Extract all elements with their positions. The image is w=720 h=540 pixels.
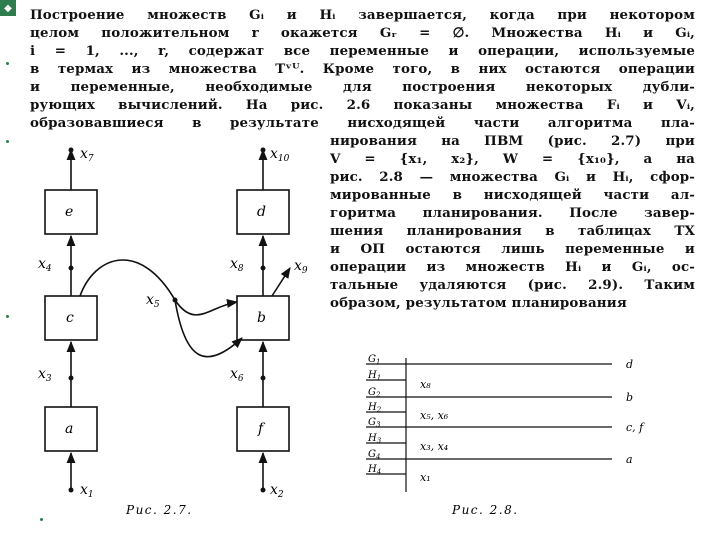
level-label-h2: H2: [368, 402, 382, 414]
text-line-6: рующих вычислений. На рис. 2.6 показаны множества Fᵢ и Vᵢ,: [30, 97, 695, 113]
var-label-x6: x6: [230, 366, 244, 384]
level-label-g4: G4: [368, 449, 381, 461]
text-line-7: образовавшиеся в результате нисходящей части алгоритма пла-: [30, 115, 695, 131]
text-line-3: i = 1, ..., r, содержат все переменные и операции, используемые: [30, 43, 695, 59]
node-label-c: c: [66, 310, 74, 326]
side-line-9: тальные удаляются (рис. 2.9). Таким: [330, 277, 695, 293]
h-set-4: x₁: [420, 471, 431, 484]
g-op-2: b: [626, 391, 634, 404]
node-label-b: b: [257, 310, 266, 326]
var-label-x1: x1: [80, 482, 94, 500]
var-label-x5: x5: [146, 292, 160, 310]
h-set-3: x₃, x₄: [420, 440, 449, 453]
g-op-3: c, f: [626, 421, 644, 434]
text-line-5: и переменные, необходимые для построения некоторых дубли-: [30, 79, 695, 95]
level-label-h1: H1: [368, 370, 382, 382]
var-label-x10: x10: [270, 146, 290, 164]
var-label-x8: x8: [230, 256, 244, 274]
side-line-2: V = {x₁, x₂}, W = {x₁₀}, а на: [330, 151, 695, 167]
level-label-h3: H3: [368, 433, 382, 445]
g-op-4: a: [626, 453, 633, 466]
h-set-1: x₈: [420, 378, 431, 391]
h-set-2: x₅, x₆: [420, 409, 449, 422]
node-label-a: a: [65, 421, 74, 437]
side-line-7: и ОП остаются лишь переменные и: [330, 241, 695, 257]
level-label-g1: G1: [368, 354, 381, 366]
side-line-6: шения планирования в таблицах TX: [330, 223, 695, 239]
text-line-4: в термах из множества Tᵛᵂ. Кроме того, в них остаются операции: [30, 61, 695, 77]
figure-2-7-caption: Рис. 2.7.: [126, 503, 193, 517]
node-label-d: d: [257, 204, 266, 220]
text-line-2: целом положительном r окажется Gᵣ = ∅. Множества Hᵢ и Gᵢ,: [30, 25, 695, 41]
figure-2-8-caption: Рис. 2.8.: [452, 503, 519, 517]
level-label-g2: G2: [368, 387, 381, 399]
level-label-g3: G3: [368, 417, 381, 429]
var-label-x2: x2: [270, 482, 284, 500]
side-line-5: горитма планирования. После завер-: [330, 205, 695, 221]
level-label-h4: H4: [368, 464, 382, 476]
side-line-10: образом, результатом планирования: [330, 295, 627, 311]
side-line-8: операции из множеств Hᵢ и Gᵢ, ос-: [330, 259, 695, 275]
text-line-1: Построение множеств Gᵢ и Hᵢ завершается, когда при некотором: [30, 7, 695, 23]
side-line-1: нирования на ПВМ (рис. 2.7) при: [330, 133, 695, 149]
corner-logo-icon: ◆: [0, 0, 16, 16]
var-label-x9: x9: [294, 258, 308, 276]
node-label-e: e: [65, 204, 74, 220]
var-label-x3: x3: [38, 366, 52, 384]
g-op-1: d: [626, 358, 634, 371]
node-label-f: f: [258, 421, 264, 437]
var-label-x7: x7: [80, 146, 94, 164]
side-line-4: мированные в нисходящей части ал-: [330, 187, 695, 203]
var-label-x4: x4: [38, 256, 52, 274]
side-line-3: рис. 2.8 — множества Gᵢ и Hᵢ, сфор-: [330, 169, 695, 185]
